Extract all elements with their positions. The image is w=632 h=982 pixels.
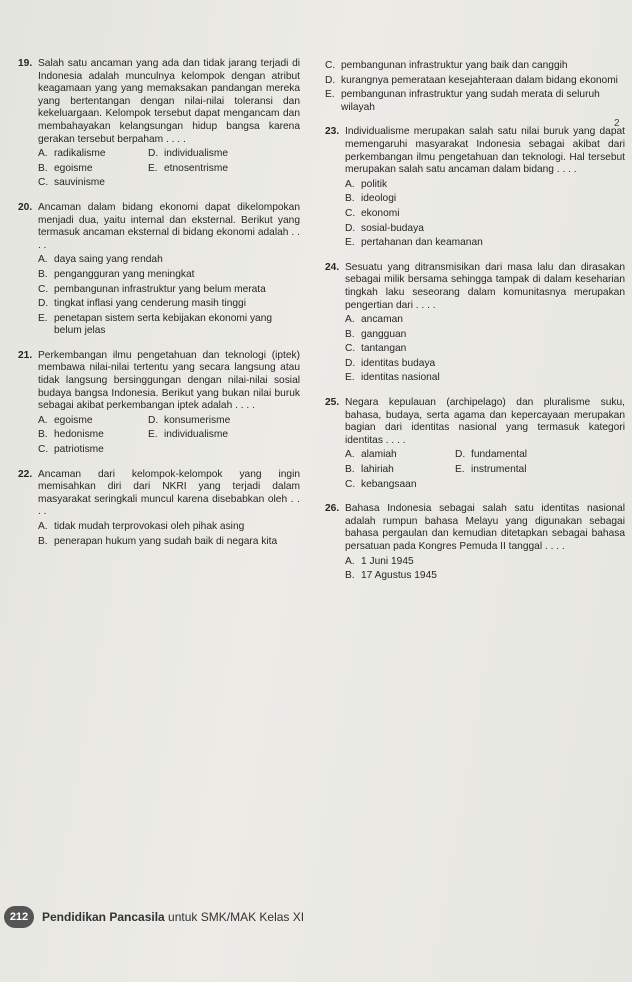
question-stem: Negara kepulauan (archipelago) dan pluralisme suku, bahasa, budaya, serta agama dan kepercayaan merupakan bagian dari identitas nasional yang termasuk kategori identitas . . . . [345, 397, 625, 446]
option-b[interactable]: B. hedonisme [38, 429, 104, 441]
book-title-bold: Pendidikan Pancasila [42, 910, 165, 924]
option-e[interactable]: E. pertahanan dan keamanan [345, 237, 483, 249]
option-e[interactable]: E. etnosentrisme [148, 162, 228, 174]
option-e[interactable]: E. individualisme [148, 429, 228, 441]
option-a[interactable]: A. ancaman [345, 314, 403, 326]
page-footer [4, 906, 304, 928]
option-d[interactable]: D. tingkat inflasi yang cenderung masih tinggi [38, 298, 246, 310]
option-d[interactable]: D. sosial-budaya [345, 222, 424, 234]
option-b[interactable]: B. penerapan hukum yang sudah baik di negara kita [38, 535, 278, 547]
question-number: 22. [18, 468, 33, 480]
right-column [325, 58, 625, 595]
option-c[interactable]: C. pembangunan infrastruktur yang baik dan canggih [325, 60, 568, 71]
option-d[interactable]: D. individualisme [148, 148, 228, 160]
option-b[interactable]: B. lahiriah [345, 464, 394, 476]
question-number: 26. [325, 503, 340, 515]
option-a[interactable]: A. 1 Juni 1945 [345, 555, 414, 567]
question-stem: Ancaman dari kelompok-kelompok yang ingin memisahkan diri dari NKRI yang terjadi dalam masyarakat seringkali muncul karena disebabkan oleh . . . . [38, 468, 300, 518]
question-number: 24. [325, 261, 340, 273]
option-b[interactable]: B. 17 Agustus 1945 [345, 570, 437, 582]
option-c[interactable]: C. ekonomi [345, 207, 400, 219]
option-d[interactable]: D. kurangnya pemerataan kesejahteraan dalam bidang ekonomi [325, 74, 618, 86]
question-21 [18, 350, 300, 457]
book-title-rest: untuk SMK/MAK Kelas XI [164, 910, 305, 924]
question-stem: Bahasa Indonesia sebagai salah satu identitas nasional adalah rumpun bahasa Melayu yang digunakan sebagai bahasa pergaulan dan kemudian ditetapkan sebagai bahasa persatuan pada Kongres Pemuda II tanggal . . . . [345, 503, 625, 552]
option-c[interactable]: C. tantangan [345, 343, 407, 355]
option-b[interactable]: B. gangguan [345, 328, 407, 340]
option-d[interactable]: D. konsumerisme [148, 414, 231, 426]
option-d[interactable]: D. fundamental [455, 449, 528, 461]
question-number: 23. [325, 126, 340, 138]
option-a[interactable]: A. politik [345, 178, 388, 190]
option-a[interactable]: A. egoisme [38, 414, 93, 426]
question-22 [18, 469, 300, 549]
option-e[interactable]: E. identitas nasional [345, 372, 440, 384]
question-stem: Salah satu ancaman yang ada dan tidak jarang terjadi di Indonesia adalah munculnya kelompok dengan atribut keagamaan yang yang memaksakan pandangan mereka yang bertentangan dengan nilai-nilai toleransi dan kekeluargaan. Kelompok tersebut dapat mengancam dan membahayakan kelangsungan hidup bangsa karena gerakan tersebut berpaham . . . . [38, 58, 300, 145]
left-column [18, 58, 300, 560]
question-number: 19. [18, 58, 33, 69]
question-20 [18, 202, 300, 338]
option-b[interactable]: B. ideologi [345, 193, 397, 205]
option-b[interactable]: B. egoisme [38, 162, 93, 174]
question-19-continued [325, 60, 625, 114]
question-25 [325, 397, 625, 491]
option-c[interactable]: C. kebangsaan [345, 478, 417, 490]
question-19 [18, 58, 300, 190]
question-26 [325, 503, 625, 583]
question-24 [325, 262, 625, 385]
question-number: 25. [325, 397, 340, 409]
question-23 [325, 126, 625, 249]
edge-mark: 2 [614, 118, 620, 129]
page-number: 212 [4, 906, 34, 928]
option-e[interactable]: E. penetapan sistem serta kebijakan ekonomi yang belum jelas [38, 312, 273, 337]
question-stem: Sesuatu yang ditransmisikan dari masa lalu dan dirasakan sebagai milik bersama sehingga tampak di dalam keseharian tingkah laku seseorang dalam komunitasnya merupakan pengertian dari . . . . [345, 261, 625, 311]
question-stem: Perkembangan ilmu pengetahuan dan teknologi (iptek) membawa nilai-nilai tertentu yang secara langsung atau tidak langsung bersinggungan dengan nilai-nilai sosial budaya bangsa Indonesia. Berikut yang bukan nilai buruk sebagai akibat perkembangan iptek adalah . . . . [38, 349, 300, 412]
option-c[interactable]: C. sauvinisme [38, 177, 105, 189]
option-d[interactable]: D. identitas budaya [345, 357, 436, 369]
book-title [42, 910, 304, 924]
option-e[interactable]: E. instrumental [455, 464, 527, 476]
option-a[interactable]: A. daya saing yang rendah [38, 254, 163, 266]
option-c[interactable]: C. patriotisme [38, 444, 104, 456]
option-e[interactable]: E. pembangunan infrastruktur yang sudah merata di seluruh wilayah [325, 89, 600, 113]
question-stem: Ancaman dalam bidang ekonomi dapat dikelompokan menjadi dua, yaitu internal dan eksternal. Berikut yang termasuk ancaman eksternal di bidang ekonomi adalah . . . . [38, 201, 300, 251]
option-b[interactable]: B. pengangguran yang meningkat [38, 268, 195, 280]
option-a[interactable]: A. tidak mudah terprovokasi oleh pihak asing [38, 521, 245, 532]
option-c[interactable]: C. pembangunan infrastruktur yang belum merata [38, 283, 266, 295]
question-stem: Individualisme merupakan salah satu nilai buruk yang dapat memengaruhi masyarakat Indonesia sebagai akibat dari perkembangan ilmu pengetahuan dan teknologi. Hal tersebut merupakan salah satu ancaman dalam bidang . . . . [345, 126, 625, 176]
question-number: 20. [18, 201, 33, 213]
option-a[interactable]: A. alamiah [345, 449, 397, 461]
option-a[interactable]: A. radikalisme [38, 148, 106, 160]
question-number: 21. [18, 349, 33, 361]
